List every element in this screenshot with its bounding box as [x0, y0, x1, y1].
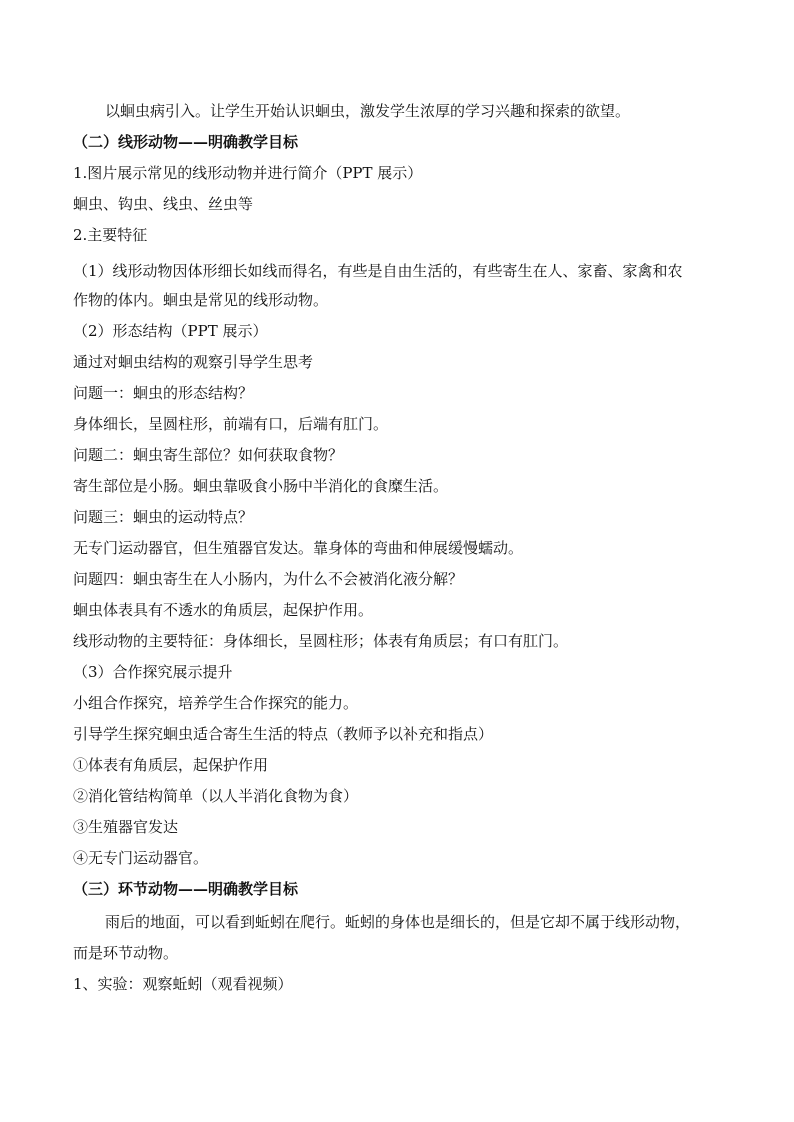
paragraph-group-work: 小组合作探究，培养学生合作探究的能力。 [73, 694, 359, 712]
paragraph-intro: 以蛔虫病引入。让学生开始认识蛔虫，激发学生浓厚的学习兴趣和探索的欲望。 [105, 102, 631, 120]
answer-1: 身体细长，呈圆柱形，前端有口，后端有肛门。 [73, 415, 389, 433]
item-1-title: 1.图片展示常见的线形动物并进行简介（PPT 展示） [73, 164, 423, 182]
list-item-3: ③生殖器官发达 [73, 818, 179, 836]
list-item-4: ④无专门运动器官。 [73, 849, 209, 867]
answer-4: 蛔虫体表具有不透水的角质层，起保护作用。 [73, 601, 374, 619]
paragraph-earthworm-b: 而是环节动物。 [73, 944, 179, 962]
paragraph-guide: 通过对蛔虫结构的观察引导学生思考 [73, 353, 314, 371]
experiment-title: 1、实验：观察蚯蚓（观看视频） [73, 975, 293, 993]
answer-3: 无专门运动器官，但生殖器官发达。靠身体的弯曲和伸展缓慢蠕动。 [73, 539, 524, 557]
paragraph-feature-1a: （1）线形动物因体形细长如线而得名，有些是自由生活的，有些寄生在人、家畜、家禽和农 [73, 262, 683, 280]
question-3: 问题三：蛔虫的运动特点？ [73, 508, 254, 526]
question-4: 问题四：蛔虫寄生在人小肠内，为什么不会被消化液分解？ [73, 570, 464, 588]
list-item-2: ②消化管结构简单（以人半消化食物为食） [73, 787, 359, 805]
item-2-title: 2.主要特征 [73, 226, 148, 244]
paragraph-feature-1b: 作物的体内。蛔虫是常见的线形动物。 [73, 291, 329, 309]
paragraph-guide-parasitic: 引导学生探究蛔虫适合寄生生活的特点（教师予以补充和指点） [73, 725, 494, 743]
paragraph-main-features: 线形动物的主要特征：身体细长，呈圆柱形；体表有角质层；有口有肛门。 [73, 632, 569, 650]
answer-2: 寄生部位是小肠。蛔虫靠吸食小肠中半消化的食糜生活。 [73, 477, 449, 495]
paragraph-earthworm-a: 雨后的地面，可以看到蚯蚓在爬行。蚯蚓的身体也是细长的，但是它却不属于线形动物， [105, 913, 691, 931]
paragraph-examples: 蛔虫、钩虫、线虫、丝虫等 [73, 195, 254, 213]
section-heading-3: （三）环节动物——明确教学目标 [73, 880, 299, 898]
subheading-morphology: （2）形态结构（PPT 展示） [73, 322, 268, 340]
list-item-1: ①体表有角质层，起保护作用 [73, 756, 269, 774]
question-1: 问题一：蛔虫的形态结构？ [73, 384, 254, 402]
section-heading-2: （二）线形动物——明确教学目标 [73, 133, 299, 151]
question-2: 问题二：蛔虫寄生部位？如何获取食物？ [73, 446, 344, 464]
subheading-cooperation: （3）合作探究展示提升 [73, 663, 233, 681]
